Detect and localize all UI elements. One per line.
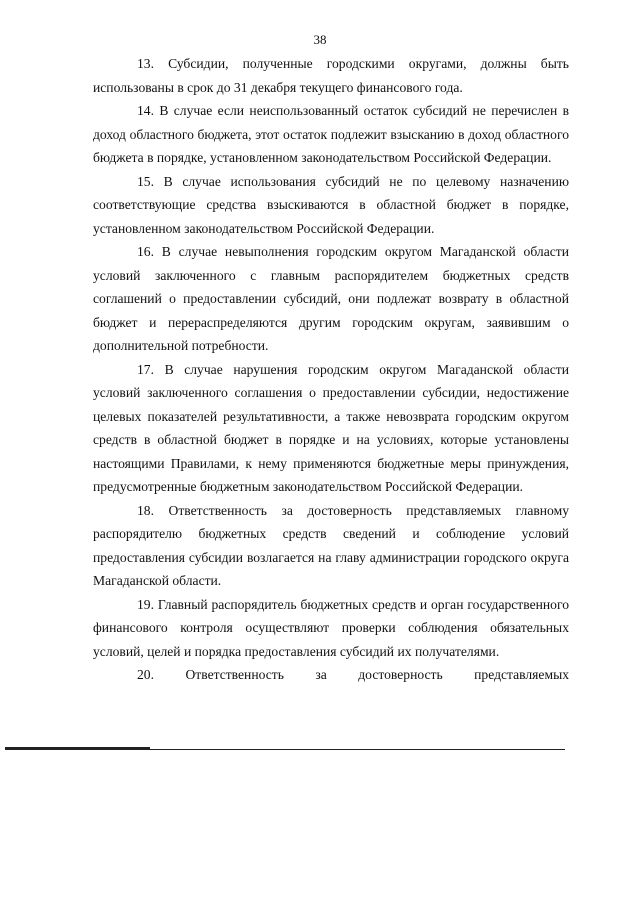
paragraph-18: 18. Ответственность за достоверность представляемых главному распорядителю бюджетных средств сведений и соблюдение условий предоставления субсидии возлагается на главу администрации городского округа Магаданской области. — [93, 502, 569, 588]
paragraph-14: 14. В случае если неиспользованный остаток субсидий не перечислен в доход областного бюджета, этот остаток подлежит взысканию в доход областного бюджета в порядке, установленном законодательством Российской Федерации. — [93, 103, 569, 165]
document-body — [93, 52, 569, 687]
paragraph-17: 17. В случае нарушения городским округом Магаданской области условий заключенного соглашения о предоставлении субсидии, недостижение целевых показателей результативности, а также невозврата городским округом средств в областной бюджет в порядке и на условиях, которые установлены настоящими Правилами, к нему применяются бюджетные меры принуждения, предусмотренные бюджетным законодательством Российской Федерации. — [93, 361, 569, 494]
paragraph-16: 16. В случае невыполнения городским округом Магаданской области условий заключенного с главным распорядителем бюджетных средств соглашений о предоставлении субсидий, они подлежат возврату в областной бюджет и перераспределяются другим городским округам, заявившим о дополнительной потребности. — [93, 244, 569, 353]
paragraph-15: 15. В случае использования субсидий не по целевому назначению соответствующие средства взыскиваются в областной бюджет в порядке, установленном законодательством Российской Федерации. — [93, 173, 569, 236]
paragraph-13: 13. Субсидии, полученные городскими округами, должны быть использованы в срок до 31 декабря текущего финансового года. — [93, 56, 569, 95]
paragraph-20: 20. Ответственность за достоверность представляемых — [137, 667, 569, 682]
page-number: 38 — [313, 32, 327, 47]
bottom-rule — [5, 749, 565, 750]
paragraph-19: 19. Главный распорядитель бюджетных средств и орган государственного финансового контроля осуществляют проверки соблюдения обязательных условий, целей и порядка предоставления субсидий их получателями. — [93, 596, 569, 659]
